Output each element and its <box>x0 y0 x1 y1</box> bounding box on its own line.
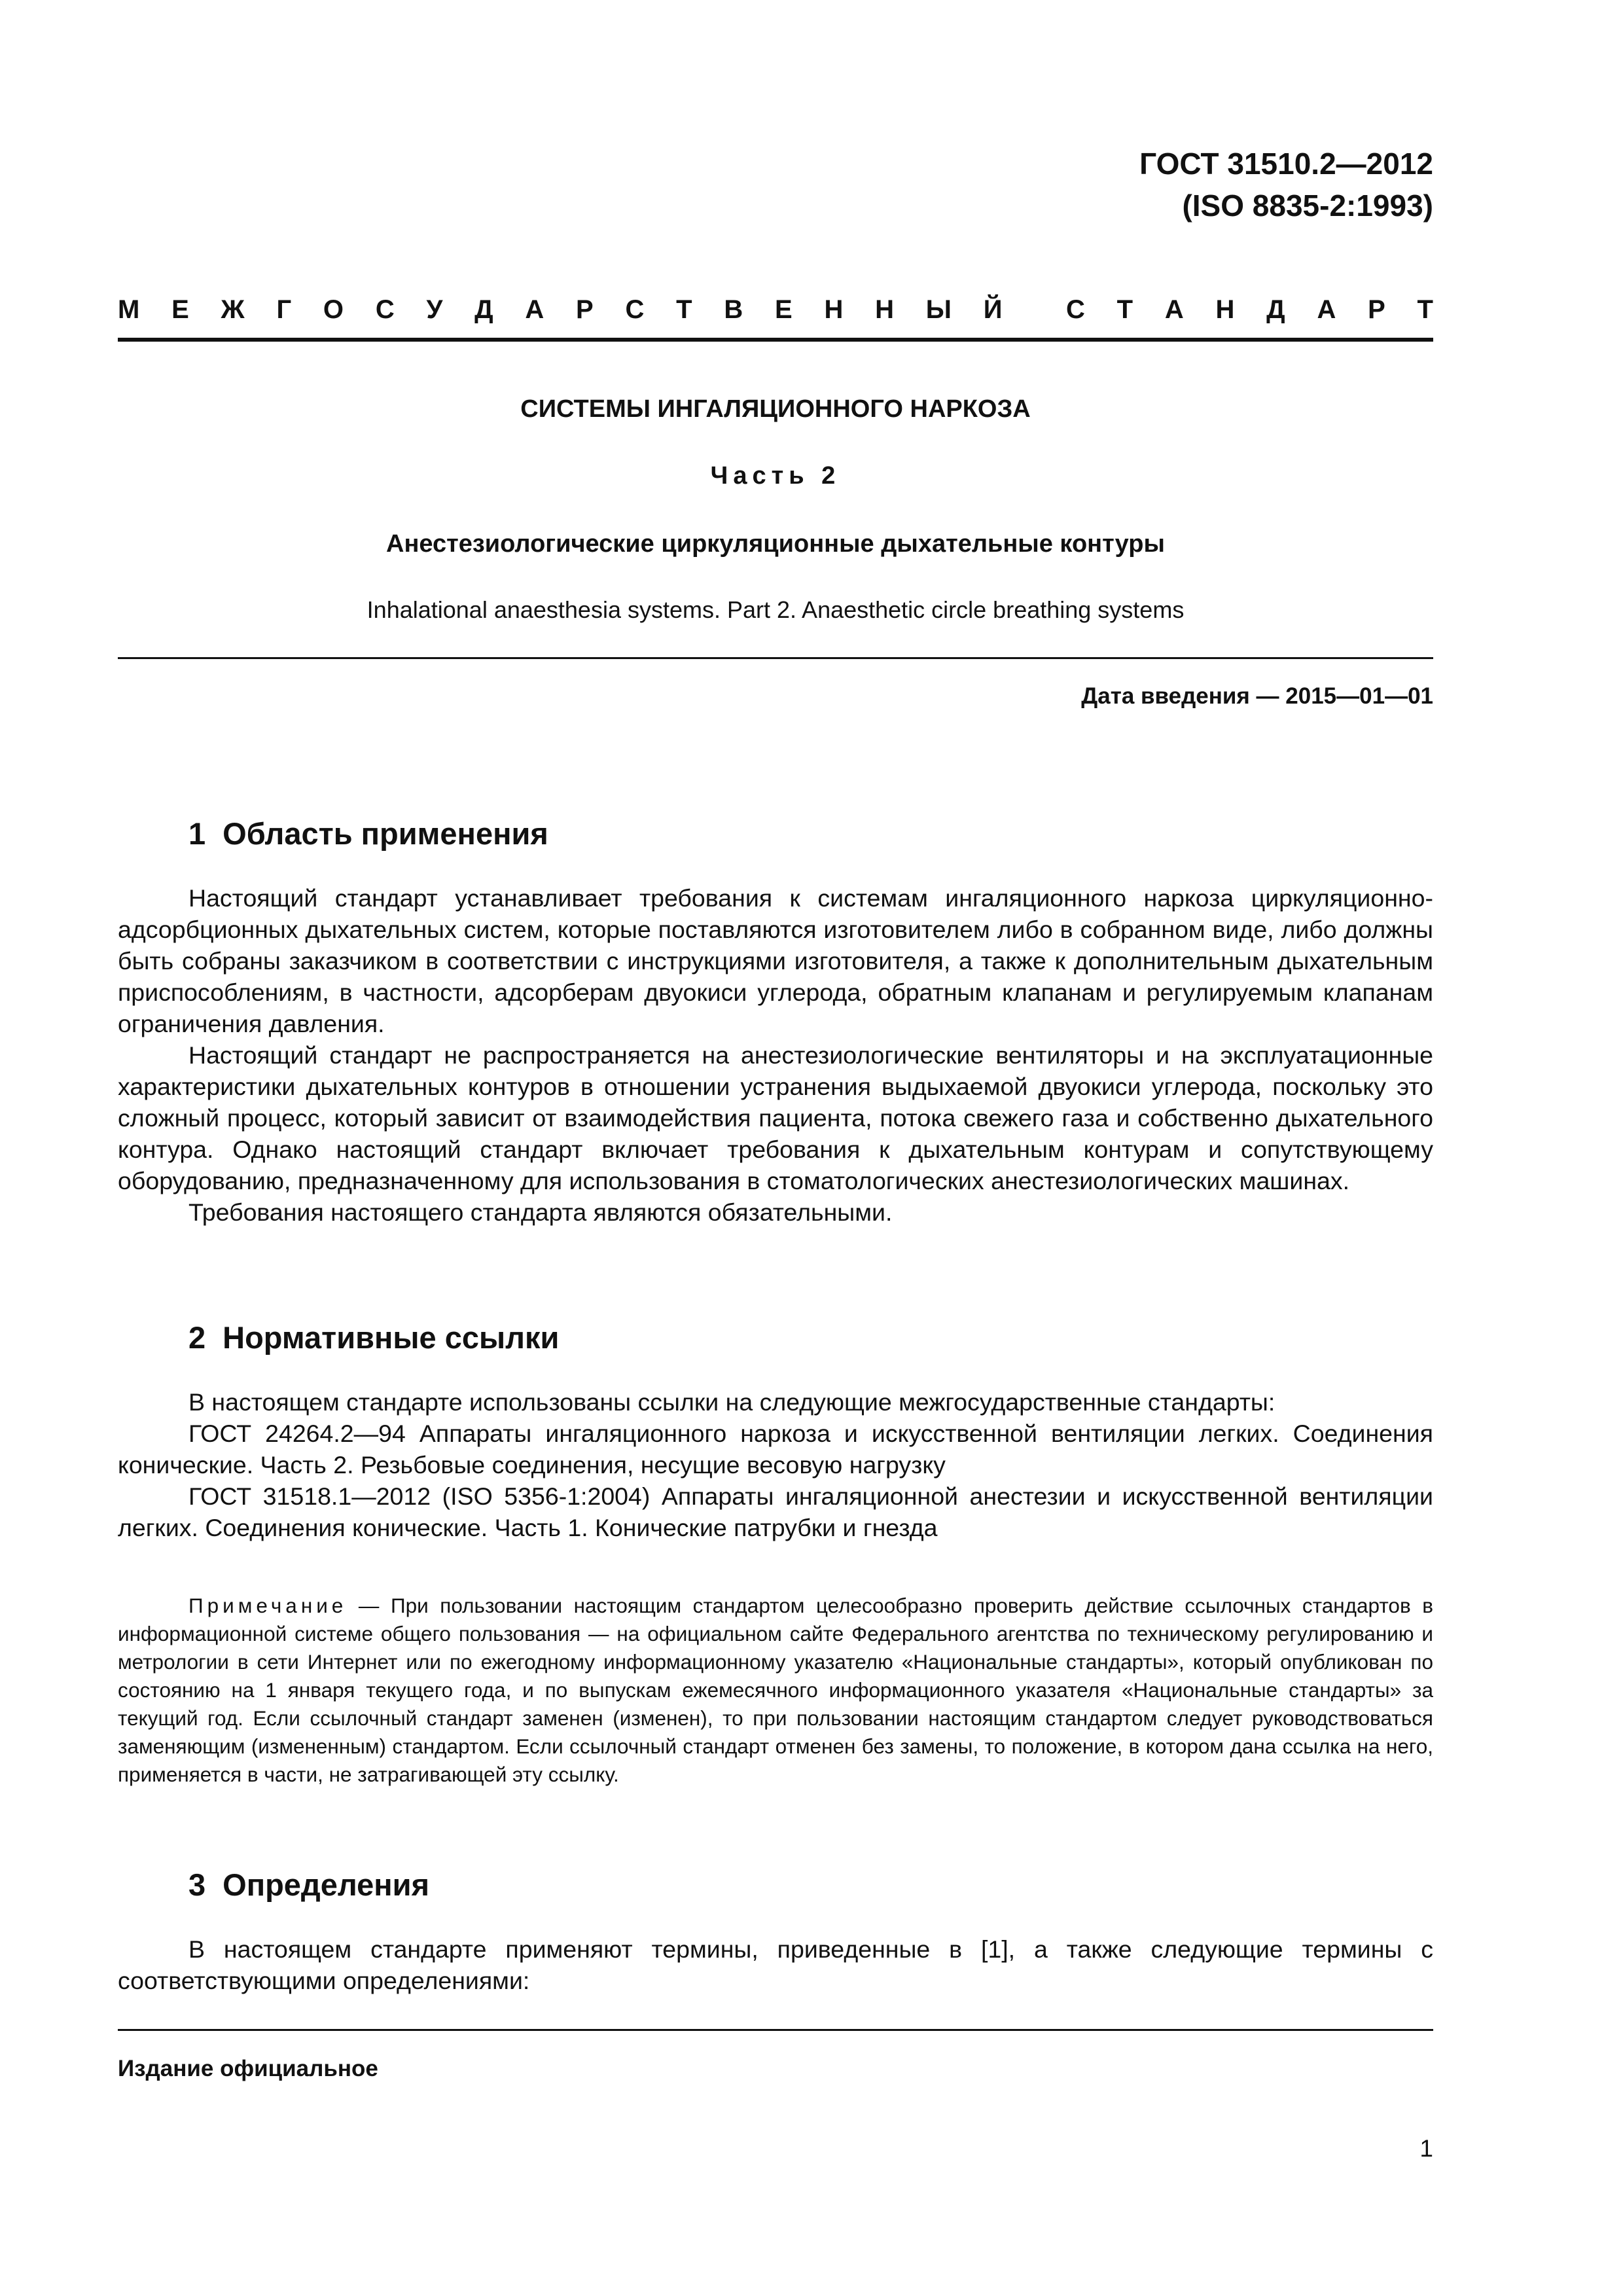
reference-item: ГОСТ 31518.1—2012 (ISO 5356-1:2004) Аппараты ингаляционной анестезии и искусственной вентиляции легких. Соединения конические. Часть 1. Конические патрубки и гнезда <box>118 1482 1433 1541</box>
paragraph: Настоящий стандарт устанавливает требования к системам ингаляционного наркоза циркуляционно-адсорбционных дыхательных систем, которые поставляются изготовителем либо в собранном виде, либо должны быть собраны заказчиком в соответствии с инструкциями изготовителя, а также к дополнительным дыхательным приспособлениям, в частности, адсорберам двуокиси углерода, обратным клапанам и регулируемым клапанам ограничения давления. <box>118 884 1433 1037</box>
standard-type-letter: Г <box>276 295 292 324</box>
footer-divider <box>118 2029 1433 2031</box>
standard-type-letter: Ы <box>925 295 952 324</box>
document-title: СИСТЕМЫ ИНГАЛЯЦИОННОГО НАРКОЗА <box>520 395 1031 423</box>
paragraph: Требования настоящего стандарта являются обязательными. <box>188 1198 893 1226</box>
standard-designation <box>1139 143 1433 226</box>
standard-type-letter: С <box>625 295 645 324</box>
reference-item: ГОСТ 24264.2—94 Аппараты ингаляционного наркоза и искусственной вентиляции легких. Соединения конические. Часть 2. Резьбовые соединения, несущие весовую нагрузку <box>118 1420 1433 1479</box>
section-number: 1 <box>188 816 206 851</box>
standard-type-letter: А <box>1164 295 1184 324</box>
standard-type-letter: Й <box>983 295 1003 324</box>
standard-type-letter: О <box>323 295 344 324</box>
standard-type-letter: Д <box>1266 295 1285 324</box>
standard-type-letter: Д <box>474 295 493 324</box>
section-body-scope <box>118 882 1433 1228</box>
standard-type-letter: Е <box>171 295 189 324</box>
section-title: Нормативные ссылки <box>223 1320 560 1355</box>
introduction-date: Дата введения — 2015—01—01 <box>1081 683 1433 709</box>
section-number: 2 <box>188 1320 206 1355</box>
standard-type-letter: Н <box>824 295 844 324</box>
note-paragraph <box>118 1592 1433 1789</box>
standard-type-letter: У <box>426 295 443 324</box>
gost-number: ГОСТ 31510.2—2012 <box>1139 147 1433 181</box>
section-body-definitions <box>118 1933 1433 1996</box>
official-edition-label: Издание официальное <box>118 2056 378 2081</box>
paragraph: В настоящем стандарте использованы ссылки на следующие межгосударственные стандарты: <box>188 1388 1275 1416</box>
header-divider <box>118 338 1433 342</box>
standard-type-letter: Н <box>875 295 895 324</box>
standard-type-letter: С <box>1066 295 1085 324</box>
iso-number: (ISO 8835-2:1993) <box>1182 188 1433 223</box>
note-block <box>118 1592 1433 1789</box>
standard-type-letter: Т <box>1116 295 1133 324</box>
paragraph: Настоящий стандарт не распространяется на анестезиологические вентиляторы и на эксплуатационные характеристики дыхательных контуров в отношении устранения выдыхаемой двуокиси углерода, поскольку это сложный процесс, который зависит от взаимодействия пациента, потока свежего газа и собственно дыхательного контура. Однако настоящий стандарт включает требования к дыхательным контурам и сопутствующему оборудованию, предназначенному для использования в стоматологических анестезиологических машинах. <box>118 1041 1433 1194</box>
section-title: Область применения <box>223 816 548 851</box>
section-number: 3 <box>188 1867 206 1902</box>
standard-type-letter: А <box>1317 295 1336 324</box>
standard-type-letter: А <box>525 295 544 324</box>
standard-type-letter: В <box>724 295 743 324</box>
note-label: Примечание <box>188 1594 348 1617</box>
standard-type-letter: Н <box>1215 295 1235 324</box>
document-part: Часть 2 <box>710 462 841 490</box>
standard-type-letter: Т <box>676 295 692 324</box>
standard-type-letter: Р <box>576 295 594 324</box>
section-heading-definitions <box>188 1865 429 1905</box>
standard-type-letter: Р <box>1368 295 1385 324</box>
note-text: — При пользовании настоящим стандартом целесообразно проверить действие ссылочных стандартов в информационной системе общего пользования — на официальном сайте Федерального агентства по техническому регулированию и метрологии в сети Интернет или по ежегодному информационному указателю «Национальные стандарты», который опубликован по состоянию на 1 января текущего года, и по выпускам ежемесячного информационного указателя «Национальные стандарты» за текущий год. Если ссылочный стандарт заменен (изменен), то при пользовании настоящим стандартом следует руководствоваться заменяющим (измененным) стандартом. Если ссылочный стандарт отменен без замены, то положение, в котором дана ссылка на него, применяется в части, не затрагивающей эту ссылку. <box>118 1594 1433 1786</box>
section-body-references <box>118 1386 1433 1543</box>
standard-type-heading <box>118 293 1433 326</box>
english-title: Inhalational anaesthesia systems. Part 2. Anaesthetic circle breathing systems <box>366 596 1185 623</box>
paragraph: В настоящем стандарте применяют термины, приведенные в [1], а также следующие термины с соответствующими определениями: <box>118 1935 1433 1994</box>
standard-type-letter: С <box>375 295 395 324</box>
title-divider <box>118 657 1433 659</box>
section-title: Определения <box>223 1867 429 1902</box>
section-heading-scope <box>188 814 548 853</box>
section-heading-normative-references <box>188 1318 559 1357</box>
document-page <box>118 0 1433 2296</box>
document-subtitle: Анестезиологические циркуляционные дыхательные контуры <box>386 530 1165 558</box>
standard-type-letter: Т <box>1417 295 1433 324</box>
standard-type-letter: Е <box>775 295 793 324</box>
standard-type-letter: Ж <box>221 295 245 324</box>
page-number: 1 <box>1419 2135 1433 2162</box>
standard-type-letter: М <box>118 295 140 324</box>
